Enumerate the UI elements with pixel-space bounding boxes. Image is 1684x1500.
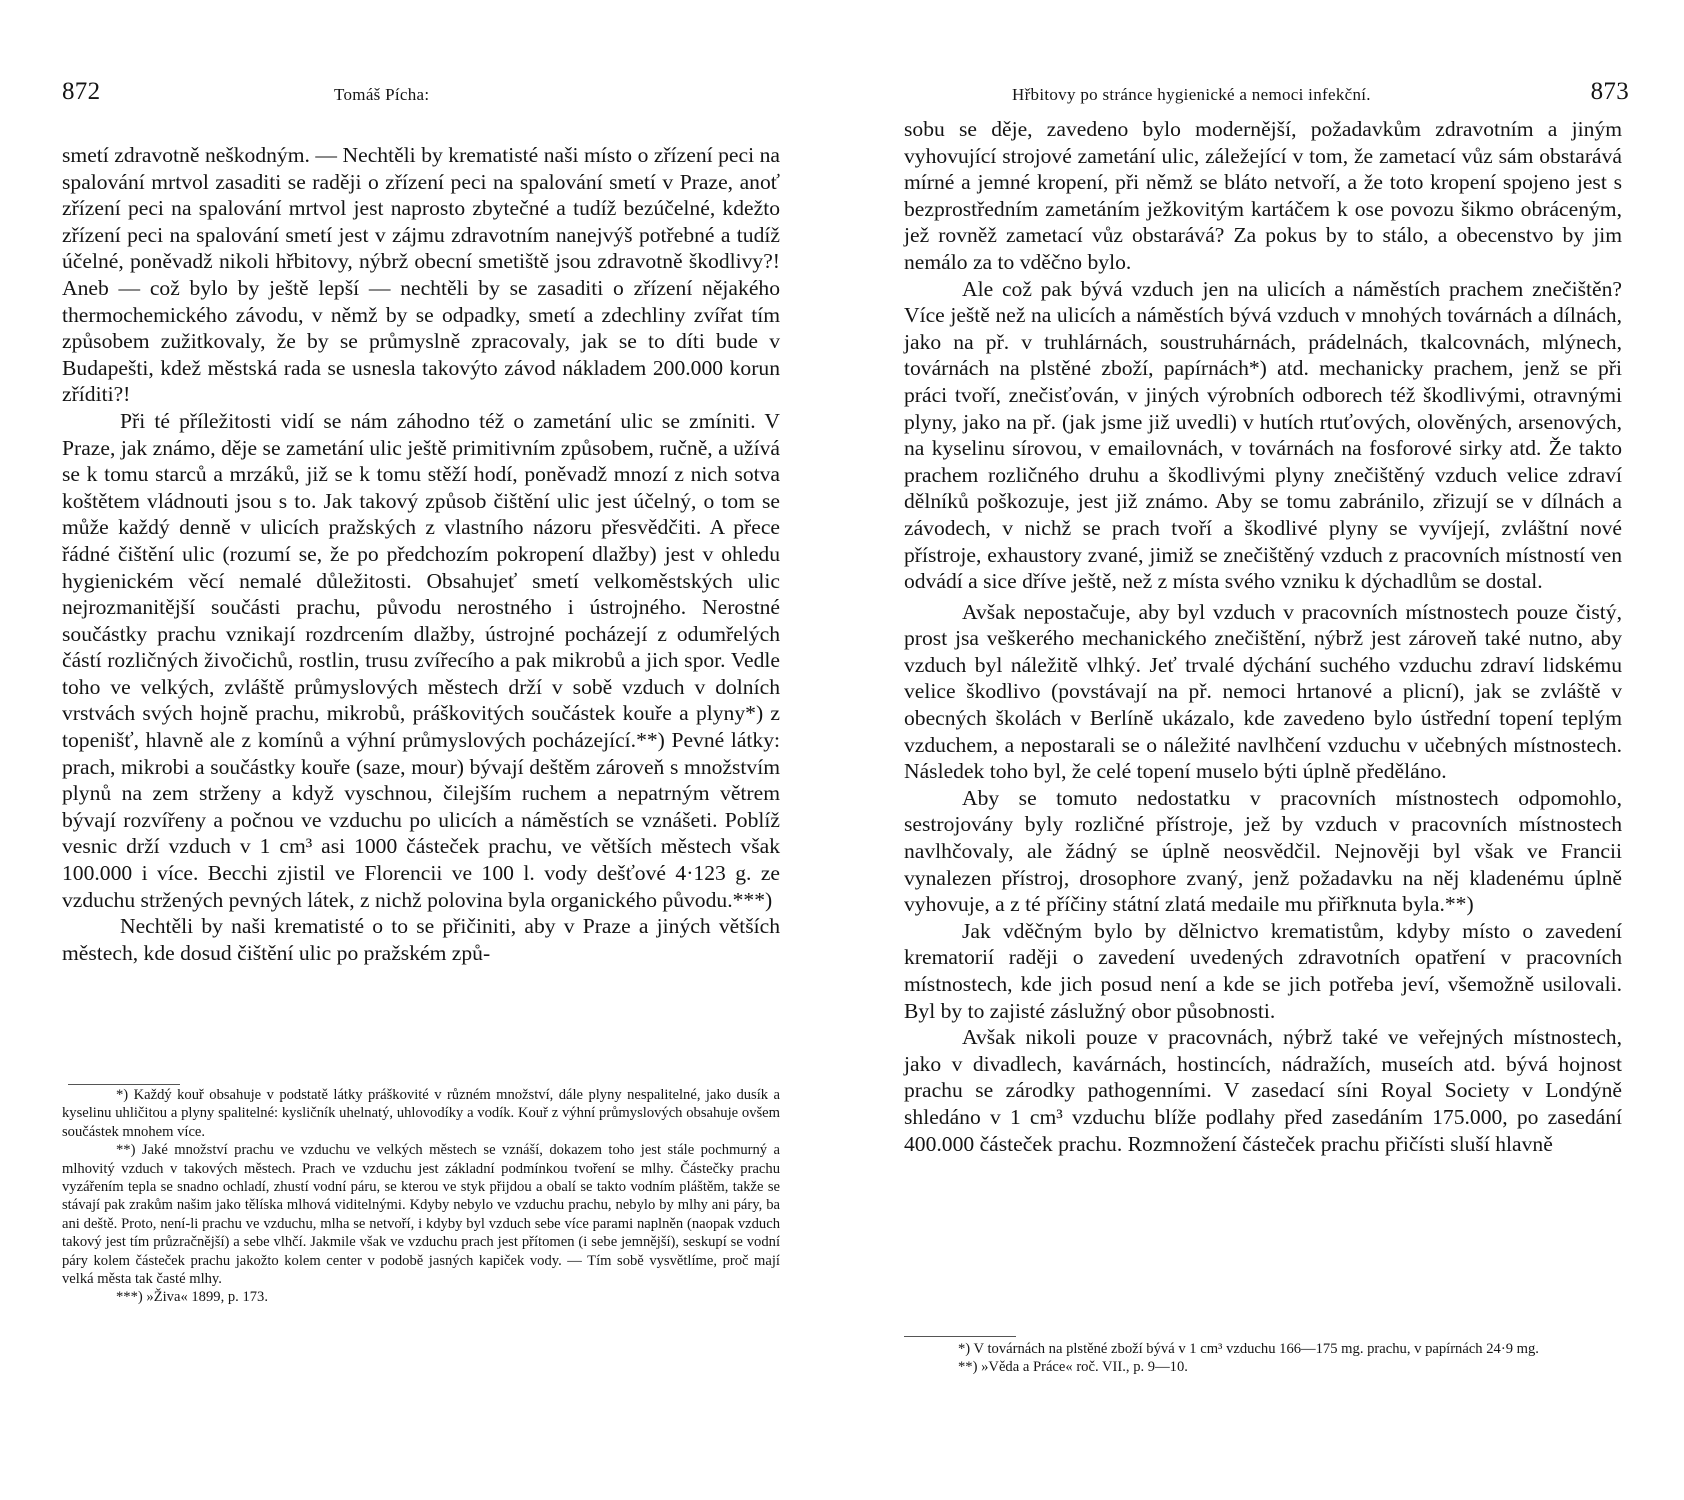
right-page bbox=[842, 0, 1684, 1500]
footnote-rule bbox=[68, 1084, 180, 1085]
paragraph: Aby se tomuto nedostatku v pracovních místnostech odpomohlo, sestrojovány byly rozličné přístroje, jež by vzduch v pracovních místnostech navlhčovaly, ale žádný se úplně neosvědčil. Nejnověji byl však ve Francii vynalezen přístroj, drosophore zvaný, jenž požadavku na něj kladenému úplně vyhovuje, a z té příčiny státní zlatá medaile mu přiřknuta byla.**) bbox=[904, 785, 1622, 917]
left-footnotes bbox=[62, 1086, 780, 1307]
right-footnotes bbox=[904, 1340, 1622, 1377]
paragraph: Jak vděčným bylo by dělnictvo krematistům, kdyby místo o zavedení krematorií raději o zavedení uvedených zdravotních opatření v pracovních místnostech, kde jich posud není a kde se jich potřeba jeví, všemožně usilovali. Byl by to zajisté záslužný obor působnosti. bbox=[904, 918, 1622, 1023]
paragraph: Při té příležitosti vidí se nám záhodno též o zametání ulic se zmíniti. V Praze, jak známo, děje se zametání ulic ještě primitivním způsobem, ručně, a užívá se k tomu starců a mrzáků, již se k tomu stěží hodí, poněvadž mnozí z nich sotva koštětem vládnouti jsou s to. Jak takový způsob čištění ulic jest účelný, o tom se může každý denně v ulicích pražských z vlastního názoru přesvědčiti. A přece řádné čištění ulic (rozumí se, že po předchozím pokropení dlažby) jest v ohledu hygienickém věcí nemalé důležitosti. Obsahujeť smetí velkoměstských ulic nejrozmanitější součásti prachu, původu nerostného i ústrojného. Nerostné součástky prachu vznikají rozdrcením dlažby, ústrojné pocházejí z odumřelých částí rozličných živočichů, rostlin, trusu zvířecího a pak mikrobů a jich spor. Vedle toho ve velkých, zvláště průmyslových městech drží v sobě vzduch v dolních vrstvách svých hojně prachu, mikrobů, práškovitých součástek kouře a plyny*) z topenišť, hlavně ale z komínů a výhní průmyslových pocházející.**) Pevné látky: prach, mikrobi a součástky kouře (saze, mour) bývají deštěm zároveň s množstvím plynů na zem strženy a když vyschnou, čilejším ruchem a nepatrným větrem bývají rozvířeny a počnou ve vzduchu po ulicích a náměstích se vznášeti. Poblíž vesnic drží vzduch v 1 cm³ asi 1000 částeček prachu, ve větších městech však 100.000 i více. Becchi zjistil ve Florencii ve 100 l. vody dešťové 4·123 g. ze vzduchu stržených pevných látek, z nichž polovina byla organického původu.***) bbox=[62, 408, 780, 912]
paragraph: sobu se děje, zavedeno bylo modernější, požadavkům zdravotním a jiným vyhovující strojové zametání ulic, záležející v tom, že zametací vůz sám obstarává mírné a jemné kropení, při němž se bláto netvoří, a že toto kropení spojeno jest s bezprostředním zametáním ježkovitým kartáčem k ose povozu šikmo obráceným, jež rovněž zametací vůz obstarává? Za pokus by to stálo, a obecenstvo by jim nemálo za to vděčno bylo. bbox=[904, 117, 1622, 274]
footnote-rule bbox=[904, 1336, 1016, 1337]
paragraph: Avšak nepostačuje, aby byl vzduch v pracovních místnostech pouze čistý, prost jsa veškerého mechanického znečištění, nýbrž jest zároveň také nutno, aby vzduch byl náležitě vlhký. Jeť trvalé dýchání suchého vzduchu zdraví lidskému velice škodlivo (povstávají na př. nemoci hrtanové a plicní), jak se zvláště v obecných školách v Berlíně ukázalo, kde zavedeno bylo ústřední topení teplým vzduchem, a nepostarali se o náležité navlhčení vzduchu v učebných místnostech. Následek toho byl, že celé topení muselo býti úplně předěláno. bbox=[904, 599, 1622, 784]
left-running-head bbox=[62, 78, 782, 108]
right-page-number: 873 bbox=[1590, 78, 1629, 105]
right-running-title: Hřbitovy po stránce hygienické a nemoci infekční. bbox=[1012, 85, 1371, 104]
footnote: *) Každý kouř obsahuje v podstatě látky práškovité v různém množství, dále plyny nespalitelné, jako dusík a kyselinu uhličitou a plyny spalitelné: kysličník uhelnatý, uhlovodíky a vodík. Kouř z výhní průmyslových obsahuje ovšem součástek mnohem více. bbox=[62, 1087, 780, 1140]
paragraph: smetí zdravotně neškodným. — Nechtěli by krematisté naši místo o zřízení peci na spalování mrtvol zasaditi se raději o zřízení peci na spalování smetí v Praze, anoť zřízení peci na spalování mrtvol jest naprosto zbytečné a tudíž bezúčelné, kdežto zřízení peci na spalování smetí jest v zájmu zdravotním nanejvýš potřebné a tudíž účelné, poněvadž nikoli hřbitovy, nýbrž obecní smetiště jsou zdravotně škodlivy?! Aneb — což bylo by ještě lepší — nechtěli by se zasaditi o zřízení nějakého thermochemického závodu, v němž by se odpadky, smetí a zdechliny zvířat tím způsobem zužitkovaly, že by se průmyslně zpracovaly, jak se to díti bude v Budapešti, kdež městská rada se usnesla takovýto závod nákladem 200.000 korun zříditi?! bbox=[62, 143, 780, 407]
paragraph: Nechtěli by naši krematisté o to se přičiniti, aby v Praze a jiných větších městech, kde dosud čištění ulic po pražském způ- bbox=[62, 914, 780, 965]
footnote: **) Jaké množství prachu ve vzduchu ve velkých městech se vznáší, dokazem toho jest stále pochmurný a mlhovitý vzduch v takových městech. Prach ve vzduchu jest základní podmínkou tvoření se mlhy. Částečky prachu vyzářením tepla se snadno ochladí, zhustí vodní páru, se kterou ve styk přijdou a obalí se takto vodním pláštěm, takže se stávají pak zrakům našim jako tělíska mlhová viditelnými. Kdyby nebylo ve vzduchu prachu, nebylo by mlhy ani páry, ba ani deště. Proto, není-li prachu ve vzduchu, mlha se netvoří, i kdyby byl vzduch sebe více parami naplněn (naopak vzduch takový jest tím průzračnější) a sebe vlhčí. Jakmile však ve vzduchu prach jest přítomen (i sebe jemnější), seskupí se vodní páry kolem částeček prachu jakožto kolem center v podobě jasných kapiček vody. — Tím sobě vysvětlíme, proč mají velká města tak časté mlhy. bbox=[62, 1142, 780, 1288]
footnote: *) V továrnách na plstěné zboží bývá v 1 cm³ vzduchu 166—175 mg. prachu, v papírnách 24·9 mg. bbox=[958, 1341, 1539, 1357]
right-body-text bbox=[904, 116, 1622, 1157]
paragraph: Ale což pak bývá vzduch jen na ulicích a náměstích prachem znečištěn? Více ještě než na ulicích a náměstích bývá vzduch v mnohých továrnách a dílnách, jako na př. v truhlárnách, soustruhárnách, prádelnách, tkalcovnách, mlýnech, továrnách na plstěné zboží, papírnách*) atd. mechanicky prachem, jenž se při práci tvoří, znečisťován, v jiných výrobních odborech též škodlivými, otravnými plyny, jako na př. (jak jsme již uvedli) v hutích rtuťových, olověných, arsenových, na kyselinu sírovou, v emailovnách, v továrnách na fosforové sirky atd. Že takto prachem rozličného druhu a škodlivými plyny znečištěný vzduch velice zdraví dělníků poškozuje, jest již známo. Aby se tomu zabránilo, zřizují se v dílnách a závodech, v nichž se prach tvoří a škodlivé plyny se vyvíjejí, zvláštní nové přístroje, exhaustory zvané, jimiž se znečištěný vzduch z pracovních místností ven odvádí a sice dříve ještě, než z místa svého vzniku k dýchadlům se dostal. bbox=[904, 276, 1622, 594]
footnote: **) »Věda a Práce« roč. VII., p. 9—10. bbox=[958, 1359, 1188, 1376]
left-page-number: 872 bbox=[62, 78, 101, 105]
right-running-head bbox=[902, 78, 1629, 108]
footnote: ***) »Živa« 1899, p. 173. bbox=[116, 1289, 269, 1306]
paragraph: Avšak nikoli pouze v pracovnách, nýbrž také ve veřejných místnostech, jako v divadlech, kavárnách, hostincích, nádražích, museích atd. bývá hojnost prachu se zárodky pathogenními. V zasedací síni Royal Society v Londýně shledáno v 1 cm³ vzduchu blíže podlahy před zasedáním 175.000, po zasedání 400.000 částeček prachu. Rozmnožení částeček prachu přičísti sluší hlavně bbox=[904, 1025, 1622, 1156]
left-running-title: Tomáš Pícha: bbox=[334, 85, 430, 104]
left-body-text bbox=[62, 142, 780, 966]
